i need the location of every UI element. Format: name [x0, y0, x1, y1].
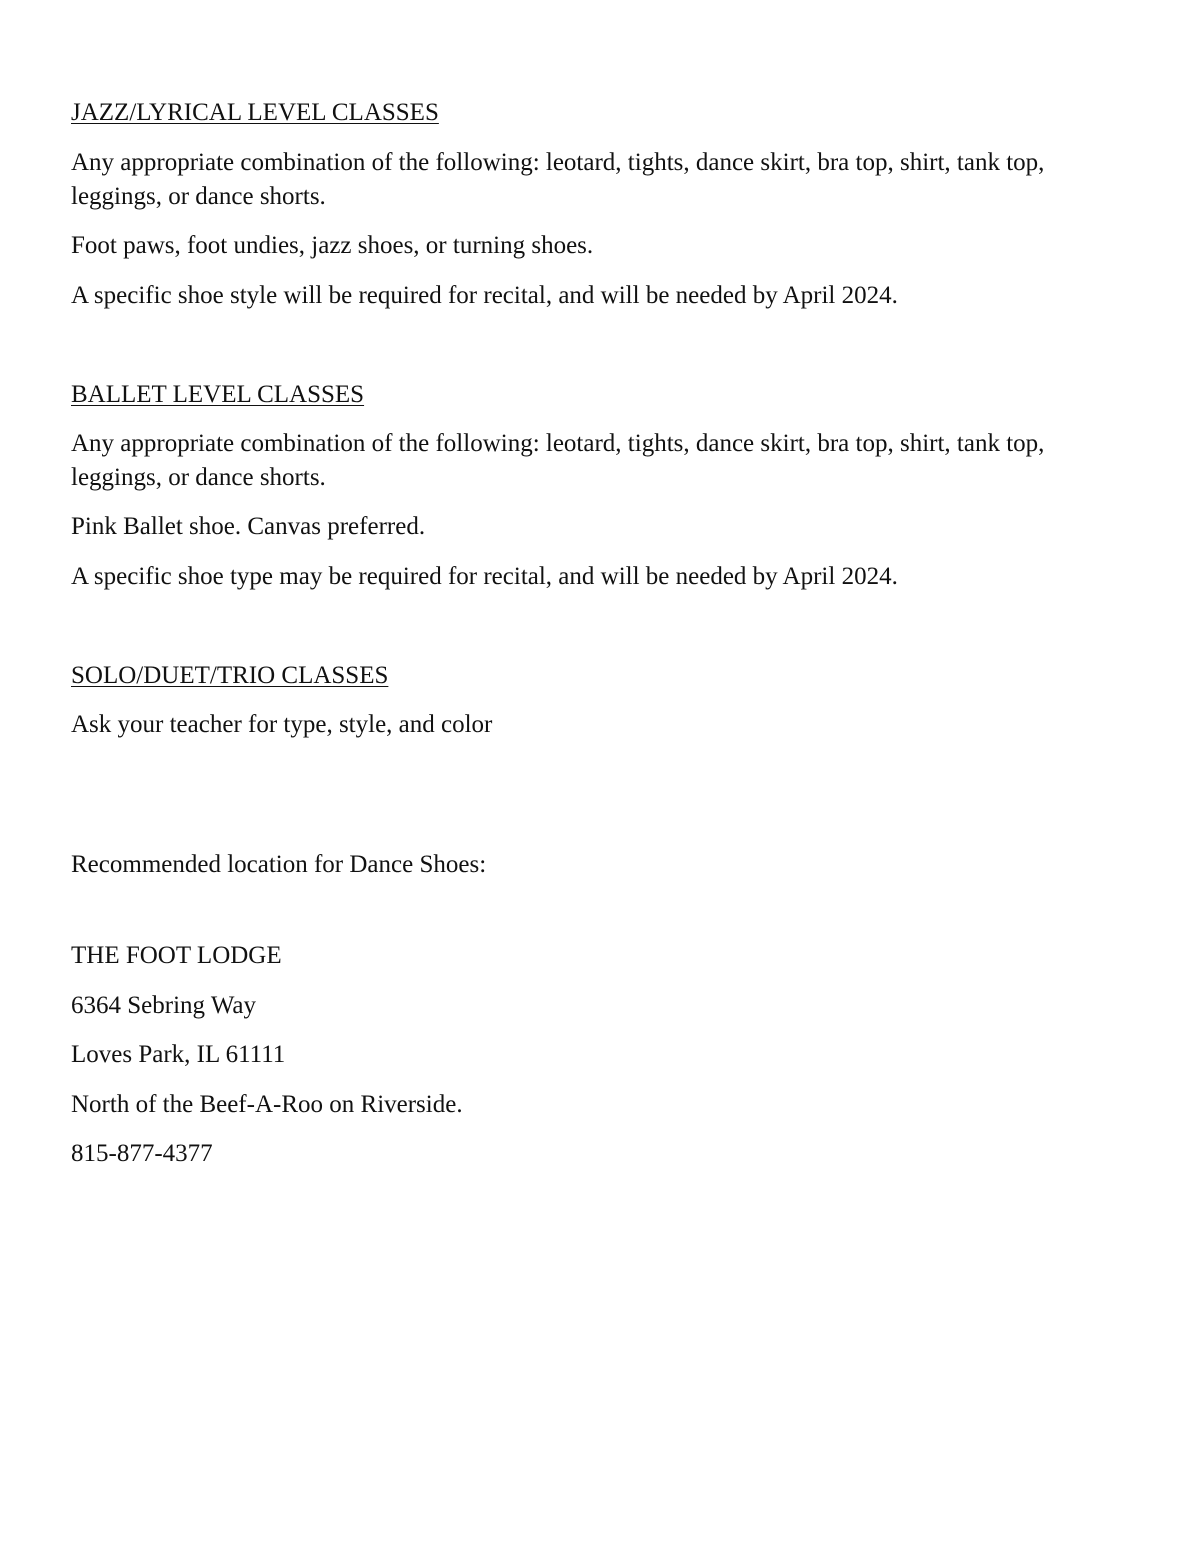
ballet-attire-line-1: Any appropriate combination of the following: leotard, tights, dance skirt, bra top, shirt, tank top, — [71, 430, 1045, 457]
store-city: Loves Park, IL 61111 — [71, 1041, 286, 1068]
solo-note: Ask your teacher for type, style, and color — [71, 711, 493, 738]
ballet-shoes: Pink Ballet shoe. Canvas preferred. — [71, 513, 426, 540]
store-street: 6364 Sebring Way — [71, 992, 257, 1019]
store-directions: North of the Beef-A-Roo on Riverside. — [71, 1091, 463, 1118]
ballet-attire-line-2: leggings, or dance shorts. — [71, 464, 326, 491]
solo-heading: SOLO/DUET/TRIO CLASSES — [71, 662, 389, 689]
jazz-shoes: Foot paws, foot undies, jazz shoes, or turning shoes. — [71, 232, 594, 259]
store-name: THE FOOT LODGE — [71, 942, 282, 969]
jazz-heading: JAZZ/LYRICAL LEVEL CLASSES — [71, 99, 439, 126]
store-phone: 815-877-4377 — [71, 1140, 213, 1167]
recommendation-intro: Recommended location for Dance Shoes: — [71, 851, 487, 878]
jazz-attire-line-1: Any appropriate combination of the following: leotard, tights, dance skirt, bra top, shirt, tank top, — [71, 149, 1045, 176]
ballet-recital-note: A specific shoe type may be required for recital, and will be needed by April 2024. — [71, 563, 898, 590]
jazz-attire-line-2: leggings, or dance shorts. — [71, 183, 326, 210]
ballet-heading: BALLET LEVEL CLASSES — [71, 381, 365, 408]
jazz-recital-note: A specific shoe style will be required for recital, and will be needed by April 2024. — [71, 282, 898, 309]
